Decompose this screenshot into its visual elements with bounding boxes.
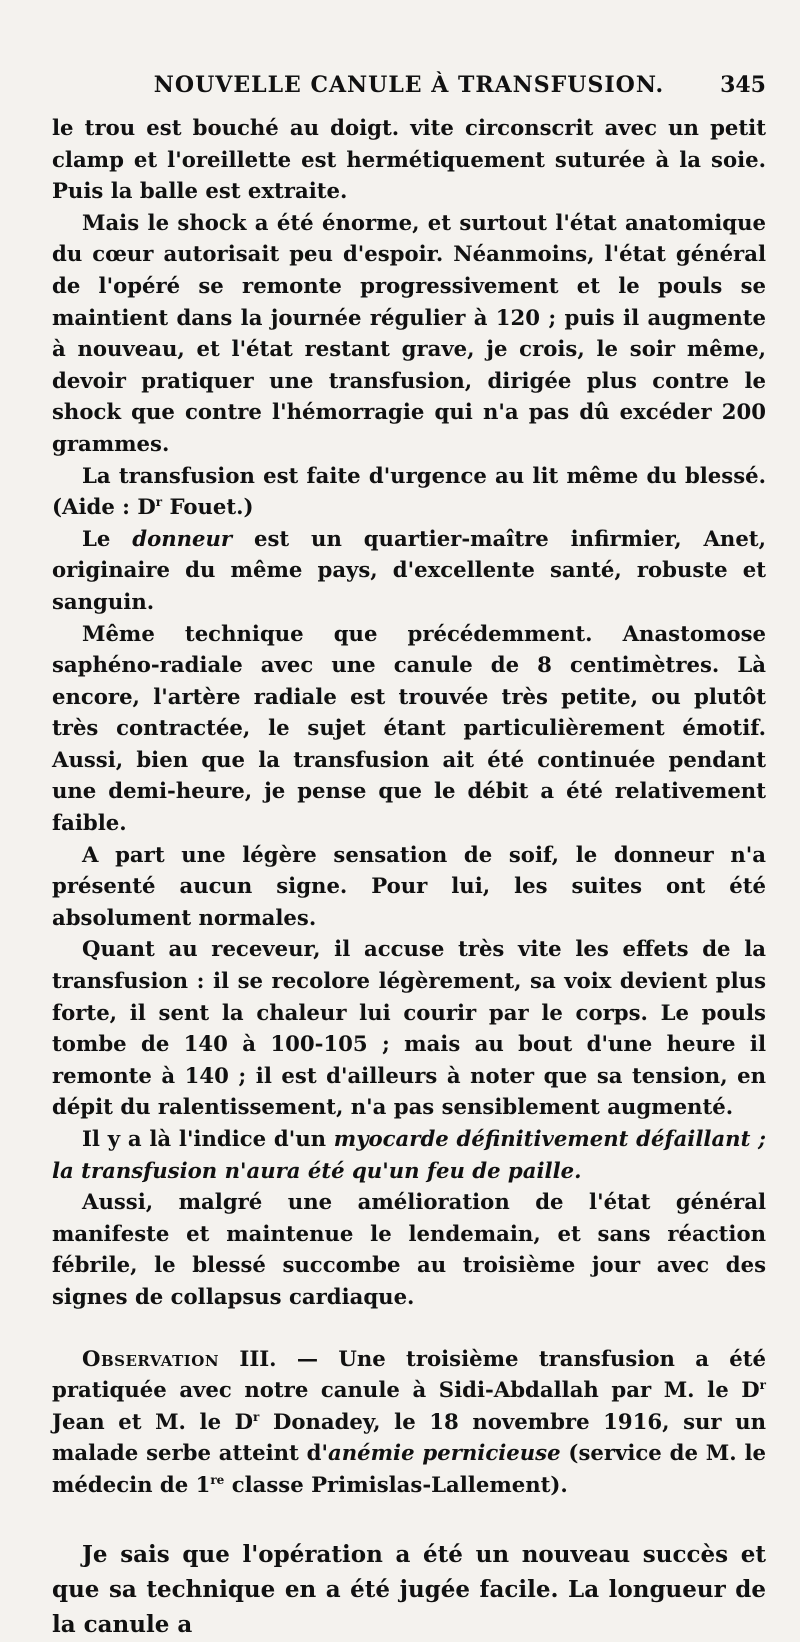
italic-text: myocarde définitivement défaillant ; la transfusion n'aura été qu'un feu de paille. [52, 1126, 766, 1183]
paragraph-3 [52, 460, 766, 523]
text-span: Donadey, le 18 novembre 1916, sur un malade serbe atteint d' [52, 1408, 766, 1466]
page-number: 345 [720, 72, 766, 98]
paragraph-9: Aussi, malgré une amélioration de l'état général manifeste et maintenue le lendemain, et sans réaction fébrile, le blessé succombe au troisième jour avec des signes de collapsus cardiaque. [52, 1189, 766, 1309]
text-span: La transfusion est faite d'urgence au lit même du blessé. (Aide : D [52, 462, 766, 520]
running-title: NOUVELLE CANULE À TRANSFUSION. [153, 72, 665, 98]
text-span: (service de M. le médecin de 1 [52, 1440, 767, 1497]
paragraph-6: A part une légère sensation de soif, le donneur n'a présenté aucun signe. Pour lui, les suites ont été absolument normales. [52, 841, 766, 930]
text-span: Fouet.) [162, 494, 254, 520]
text-span: Le [82, 525, 133, 551]
body-text [52, 112, 766, 1642]
paragraph-7: Quant au receveur, il accuse très vite les effets de la transfusion : il se recolore légèrement, sa voix devient plus forte, il sent la chaleur lui courir par le corps. Le pouls tombe de 140 à 100-105 ; mais au bout d'une heure il remonte à 140 ; il est d'ailleurs à noter que sa tension, en dépit du ralentissement, n'a pas sensiblement augmenté. [52, 936, 766, 1120]
paragraph-5: Même technique que précédemment. Anastomose saphéno-radiale avec une canule de 8 centimètres. Là encore, l'artère radiale est trouvée très petite, ou plutôt très contractée, le sujet étant particulièrement émotif. Aussi, bien que la transfusion ait été continuée pendant une demi-heure, je pense que le débit a été relativement faible. [52, 620, 766, 836]
superscript: r [759, 1378, 766, 1393]
superscript: r [155, 495, 163, 510]
superscript: re [210, 1472, 225, 1487]
italic-text: anémie pernicieuse [328, 1440, 561, 1466]
paragraph-4 [52, 523, 766, 618]
paragraph-8 [52, 1123, 766, 1186]
text-span: est un quartier-maître infirmier, Anet, originaire du même pays, d'excellente santé, robuste et sanguin. [52, 525, 766, 614]
page-header [52, 66, 766, 106]
text-span: classe Primislas-Lallement). [224, 1471, 568, 1497]
paragraph-1: le trou est bouché au doigt. vite circonscrit avec un petit clamp et l'oreillette est hermétiquement suturée à la soie. Puis la balle est extraite. [52, 115, 766, 204]
paragraph-2: Mais le shock a été énorme, et surtout l'état anatomique du cœur autorisait peu d'espoir. Néanmoins, l'état général de l'opéré se remonte progressivement et le pouls se maintient dans la journée régulier à 120 ; puis il augmente à nouveau, et l'état restant grave, je crois, le soir même, devoir pratiquer une transfusion, dirigée plus contre le shock que contre l'hémorragie qui n'a pas dû excéder 200 grammes. [52, 209, 766, 456]
superscript: r [253, 1409, 260, 1424]
text-span: Il y a là l'indice d'un [82, 1126, 334, 1151]
observation-paragraph [52, 1343, 766, 1501]
observation-label: Observation [82, 1345, 220, 1371]
italic-text: donneur [132, 525, 233, 551]
closing-paragraph: Je sais que l'opération a été un nouveau succès et que sa technique en a été jugée facile. La longueur de la canule a [52, 1540, 766, 1638]
text-span: Jean et M. le D [52, 1408, 254, 1434]
text-span: III. — Une troisième transfusion a été pratiquée avec notre canule à Sidi-Abdallah par M. le D [52, 1345, 766, 1403]
